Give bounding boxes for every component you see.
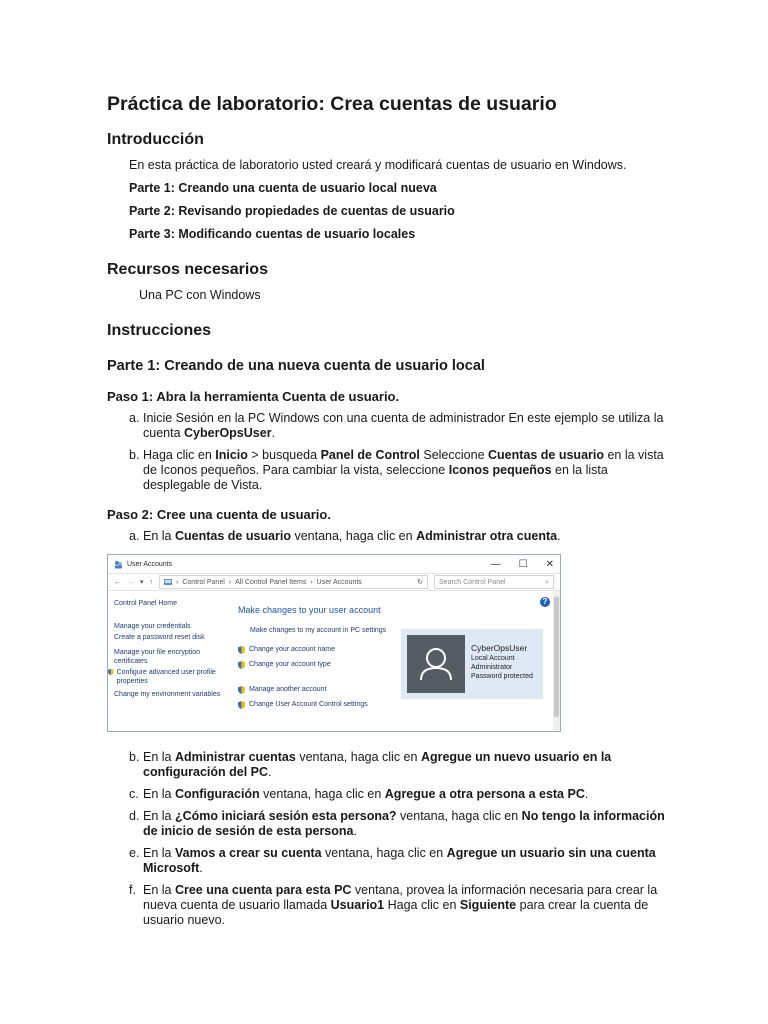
main-panel [238, 605, 418, 715]
sidebar-item-env-vars[interactable]: Change my environment variables [114, 691, 221, 698]
window-title: User Accounts [127, 560, 173, 568]
search-icon: ⌕ [545, 578, 549, 586]
account-name: CyberOpsUser [471, 643, 528, 653]
uac-shield-icon [238, 646, 245, 654]
link-pc-settings[interactable]: Make changes to my account in PC settings [250, 627, 387, 634]
link-manage-another[interactable]: Manage another account [238, 685, 418, 694]
user-accounts-screenshot [107, 554, 561, 732]
intro-heading: Introducción [107, 131, 204, 148]
resource-text: Una PC con Windows [139, 288, 261, 302]
breadcrumb[interactable]: › Control Panel › All Control Panel Items › User Accounts ↻ [159, 575, 428, 589]
address-bar [108, 574, 560, 591]
sidebar [114, 599, 222, 705]
up-arrow-icon[interactable]: ↑ [149, 578, 154, 586]
control-panel-icon [164, 578, 172, 586]
crumb-control-panel[interactable]: Control Panel [182, 578, 225, 586]
minimize-button[interactable]: — [490, 558, 501, 570]
user-accounts-icon [114, 560, 123, 569]
step1-heading: Paso 1: Abra la herramienta Cuenta de usuario. [107, 389, 400, 404]
uac-shield-icon [108, 668, 114, 676]
step2-item-f: f. En la Cree una cuenta para esta PC ventana, provea la información necesaria para crear la nueva cuenta de usuario llamada Usuario1 Haga clic en Siguiente para crear la cuenta de usuario nuevo. [129, 883, 658, 927]
help-icon[interactable]: ? [540, 597, 550, 607]
part-1-line: Parte 1: Creando una cuenta de usuario local nueva [129, 181, 437, 195]
step2-item-e: e. En la Vamos a crear su cuenta ventana, haga clic en Agregue un usuario sin una cuenta Microsoft. [129, 846, 656, 875]
account-type: Local Account [471, 655, 515, 662]
window-titlebar [108, 555, 560, 574]
refresh-icon[interactable]: ↻ [417, 578, 423, 586]
step2-heading: Paso 2: Cree una cuenta de usuario. [107, 507, 331, 522]
step1-item-b: b. Haga clic en Inicio > busqueda Panel de Control Seleccione Cuentas de usuario en la vista de Iconos pequeños. Para cambiar la vista, seleccione Iconos pequeños en la lista desplegable de Vista. [129, 448, 664, 492]
scrollbar-thumb[interactable] [554, 597, 559, 717]
page-title: Práctica de laboratorio: Crea cuentas de usuario [107, 93, 557, 115]
link-uac-settings[interactable]: Change User Account Control settings [238, 700, 418, 709]
uac-shield-icon [238, 686, 245, 694]
close-button[interactable]: ✕ [545, 558, 554, 570]
avatar [407, 635, 465, 693]
forward-arrow-icon[interactable]: → [127, 578, 134, 586]
search-placeholder: Search Control Panel [439, 578, 506, 586]
sidebar-item-encryption[interactable]: Manage your file encryption certificates [114, 649, 200, 665]
step2-item-c: c. En la Configuración ventana, haga clic en Agregue a otra persona a esta PC. [129, 787, 589, 801]
document [107, 92, 667, 936]
maximize-button[interactable]: ☐ [518, 558, 528, 570]
part-2-line: Parte 2: Revisando propiedades de cuentas de usuario [129, 204, 455, 218]
part-3-line: Parte 3: Modificando cuentas de usuario locales [129, 227, 416, 241]
sidebar-item-profile[interactable]: Configure advanced user profile properties [108, 668, 222, 686]
account-password-status: Password protected [471, 673, 533, 680]
main-heading: Make changes to your user account [238, 605, 381, 615]
sidebar-item-home[interactable]: Control Panel Home [114, 600, 178, 607]
link-change-type[interactable]: Change your account type [238, 660, 418, 669]
account-card [401, 629, 543, 699]
sidebar-item-credentials[interactable]: Manage your credentials [114, 623, 191, 630]
step2-item-b: b. En la Administrar cuentas ventana, haga clic en Agregue un nuevo usuario en la configuración del PC. [129, 750, 612, 779]
instructions-heading: Instrucciones [107, 322, 212, 339]
back-arrow-icon[interactable]: ← [114, 578, 121, 586]
intro-text: En esta práctica de laboratorio usted creará y modificará cuentas de usuario en Windows. [129, 158, 627, 172]
user-avatar-icon [407, 635, 465, 693]
step1-list [129, 411, 667, 493]
search-input[interactable] [434, 575, 554, 589]
crumb-all-items[interactable]: All Control Panel Items [235, 578, 307, 586]
scrollbar[interactable] [553, 591, 560, 731]
recent-dropdown-icon[interactable]: ▾ [140, 578, 144, 586]
sidebar-item-reset-disk[interactable]: Create a password reset disk [114, 634, 205, 641]
crumb-user-accounts[interactable]: User Accounts [316, 578, 362, 586]
step2-list [129, 529, 667, 544]
resources-heading: Recursos necesarios [107, 261, 268, 278]
resource-item [129, 288, 667, 303]
step1-item-a: a. Inicie Sesión en la PC Windows con una cuenta de administrador En este ejemplo se utiliza la cuenta CyberOpsUser. [129, 411, 664, 440]
link-change-name[interactable]: Change your account name [238, 645, 418, 654]
step2-item-a: a. En la Cuentas de usuario ventana, haga clic en Administrar otra cuenta. [129, 529, 561, 543]
part1-heading: Parte 1: Creando de una nueva cuenta de usuario local [107, 358, 485, 374]
step2-item-d: d. En la ¿Cómo iniciará sesión esta persona? ventana, haga clic en No tengo la información de inicio de sesión de esta persona. [129, 809, 665, 838]
uac-shield-icon [238, 701, 245, 709]
uac-shield-icon [238, 661, 245, 669]
step2-list-continued [129, 750, 667, 928]
account-role: Administrator [471, 664, 513, 671]
